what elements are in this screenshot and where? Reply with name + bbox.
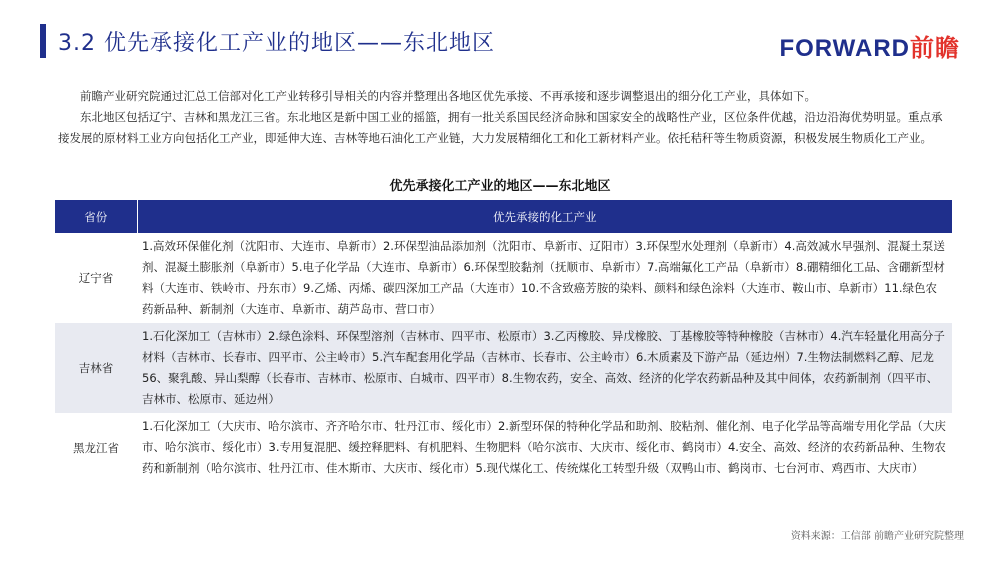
- logo-text-en: FORWARD: [779, 35, 910, 62]
- province-cell: 黑龙江省: [73, 440, 119, 455]
- table-header-row: [55, 200, 952, 233]
- page-title: 3.2 优先承接化工产业的地区——东北地区: [58, 31, 495, 56]
- industries-cell: 1.高效环保催化剂（沈阳市、大连市、阜新市）2.环保型油品添加剂（沈阳市、阜新市、辽阳市）3.环保型水处理剂（阜新市）4.高效减水早强剂、混凝土泵送剂、混凝土膨胀剂（阜新市）5.电子化学品（大连市、阜新市）6.环保型胶黏剂（抚顺市、阜新市）7.高端氟化工产品（阜新市）8.硼精细化工品、含硼新型材料（大连市、铁岭市、丹东市）9.乙烯、丙烯、碳四深加工产品（大连市）10.不含致癌芳胺的染料、颜料和绿色涂料（大连市、鞍山市、阜新市）11.绿色农药新品种、新制剂（大连市、阜新市、葫芦岛市、营口市）: [142, 239, 945, 316]
- industries-cell: 1.石化深加工（吉林市）2.绿色涂料、环保型溶剂（吉林市、四平市、松原市）3.乙丙橡胶、异戊橡胶、丁基橡胶等特种橡胶（吉林市）4.汽车轻量化用高分子材料（吉林市、长春市、四平市、公主岭市）5.汽车配套用化学品（吉林市、长春市、公主岭市）6.木质素及下游产品（延边州）7.生物法制燃料乙醇、尼龙56、聚乳酸、异山梨醇（长春市、吉林市、松原市、白城市、四平市）8.生物农药，安全、高效、经济的化学农药新品种及其中间体，农药新制剂（四平市、吉林市、松原市、延边州）: [142, 329, 945, 406]
- province-cell: 吉林省: [78, 361, 114, 375]
- intro-text: [58, 86, 948, 149]
- header-province: 省份: [55, 200, 137, 233]
- table-row: [55, 233, 952, 323]
- industry-table: [55, 200, 952, 482]
- province-cell: 辽宁省: [78, 271, 114, 285]
- table-title: 优先承接化工产业的地区——东北地区: [389, 179, 611, 194]
- logo-text-cn: 前瞻: [910, 35, 960, 62]
- title-accent-bar: [40, 24, 46, 58]
- table-row: [55, 413, 952, 482]
- source-note: 资料来源：工信部 前瞻产业研究院整理: [790, 531, 964, 542]
- industries-cell: 1.石化深加工（大庆市、哈尔滨市、齐齐哈尔市、牡丹江市、绥化市）2.新型环保的特种化学品和助剂、胶粘剂、催化剂、电子化学品等高端专用化学品（大庆市、哈尔滨市、绥化市）3.专用复混肥、缓控释肥料、有机肥料、生物肥料（哈尔滨市、大庆市、绥化市、鹤岗市）4.安全、高效、经济的农药新品种、生物农药和新制剂（哈尔滨市、牡丹江市、佳木斯市、大庆市、绥化市）5.现代煤化工、传统煤化工转型升级（双鸭山市、鹤岗市、七台河市、鸡西市、大庆市）: [142, 419, 946, 475]
- intro-paragraph-2: 东北地区包括辽宁、吉林和黑龙江三省。东北地区是新中国工业的摇篮，拥有一批关系国民经济命脉和国家安全的战略性产业，区位条件优越，沿边沿海优势明显。重点承接发展的原材料工业方向包括化工产业，即延伸大连、吉林等地石油化工产业链，大力发展精细化工和化工新材料产业。依托秸秆等生物质资源，积极发展生物质化工产业。: [58, 110, 943, 145]
- table-row: [55, 323, 952, 413]
- brand-logo: [779, 28, 960, 63]
- intro-paragraph-1: 前瞻产业研究院通过汇总工信部对化工产业转移引导相关的内容并整理出各地区优先承接、不再承接和逐步调整退出的细分化工产业，具体如下。: [80, 89, 816, 103]
- header-industries: 优先承接的化工产业: [137, 200, 952, 233]
